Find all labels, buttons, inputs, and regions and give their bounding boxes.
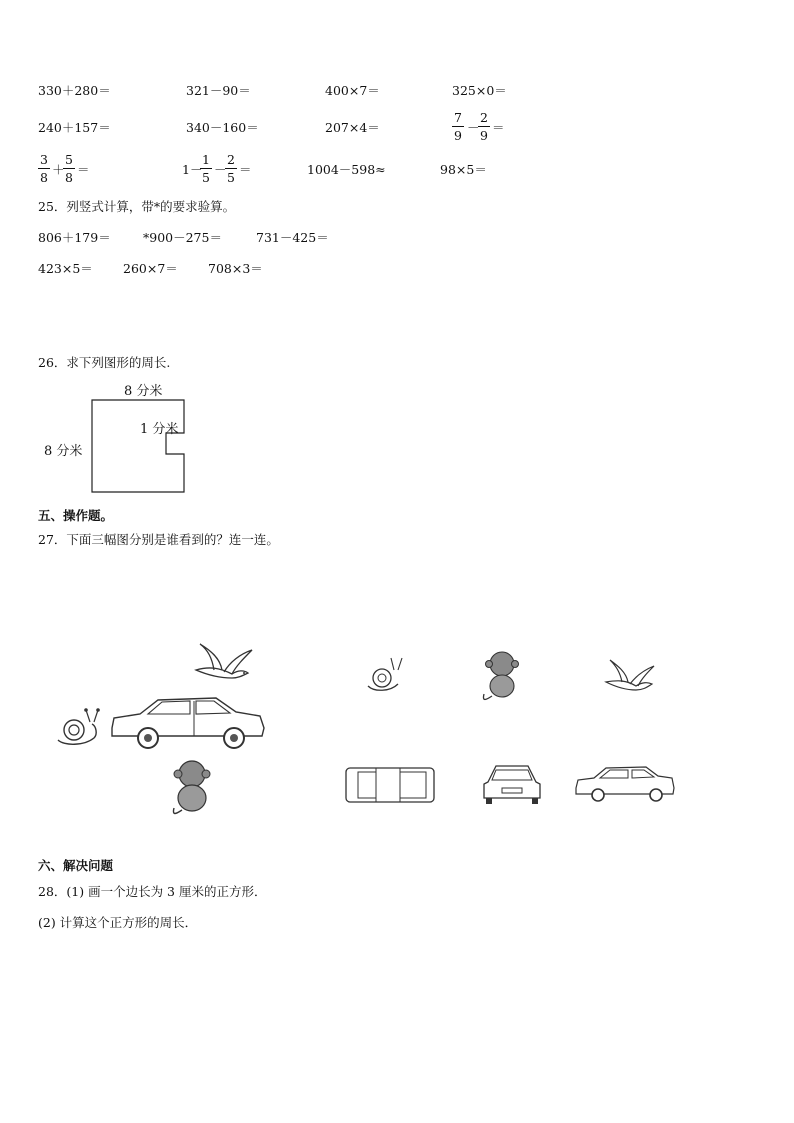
denominator: 5: [227, 170, 235, 185]
label-left-length: 8 分米: [44, 444, 83, 459]
equals: ＝: [239, 162, 252, 177]
question-27-title: 27．下面三幅图分别是谁看到的？连一连。: [38, 532, 279, 547]
snail-icon: [368, 658, 402, 690]
operator: 1－: [182, 162, 203, 177]
car-side-icon: [112, 698, 264, 748]
fraction: [63, 152, 75, 185]
calc-item: 240＋157＝: [38, 120, 111, 135]
fraction: [200, 152, 212, 185]
operator: －: [214, 162, 227, 177]
label-top-length: 8 分米: [124, 384, 163, 399]
calc-item: 806＋179＝: [38, 230, 111, 245]
denominator: 5: [202, 170, 210, 185]
fraction: [478, 110, 490, 143]
calc-item: *900－275＝: [143, 230, 222, 245]
calc-item: 260×7＝: [123, 261, 178, 276]
numerator: 3: [38, 152, 50, 169]
label-notch-length: 1 分米: [140, 422, 179, 437]
fraction: [452, 110, 464, 143]
calc-item: 207×4＝: [325, 120, 380, 135]
equals: ＝: [492, 120, 505, 135]
denominator: 8: [65, 170, 73, 185]
numerator: 2: [478, 110, 490, 127]
question-25-title: 25．列竖式计算，带*的要求验算。: [38, 199, 236, 214]
fraction: [38, 152, 50, 185]
car-front-view-icon: [484, 766, 540, 804]
calc-item: 731－425＝: [256, 230, 329, 245]
car-side-icon: [576, 767, 674, 801]
monkey-icon: [483, 652, 518, 700]
denominator: 8: [40, 170, 48, 185]
numerator: 2: [225, 152, 237, 169]
section-5-heading: 五、操作题。: [38, 508, 114, 523]
scene-illustration: [52, 636, 292, 826]
bird-icon: [196, 644, 252, 678]
calc-item: 340－160＝: [186, 120, 259, 135]
calc-item: 98×5＝: [440, 162, 487, 177]
numerator: 5: [63, 152, 75, 169]
denominator: 9: [454, 128, 462, 143]
snail-icon: [58, 708, 100, 744]
monkey-icon: [173, 761, 210, 814]
calc-item: 400×7＝: [325, 83, 380, 98]
denominator: 9: [480, 128, 488, 143]
car-top-view-icon: [346, 768, 434, 802]
fraction: [225, 152, 237, 185]
question-26-title: 26．求下列图形的周长.: [38, 355, 171, 370]
numerator: 7: [452, 110, 464, 127]
calc-item: 330＋280＝: [38, 83, 111, 98]
section-6-heading: 六、解决问题: [38, 858, 114, 873]
question-28-part-2: (2) 计算这个正方形的周长．: [38, 915, 198, 930]
calc-item: 1004－598≈: [307, 162, 386, 177]
calc-item: 321－90＝: [186, 83, 251, 98]
calc-item: 423×5＝: [38, 261, 93, 276]
bird-icon: [606, 660, 654, 690]
question-28-part-1: 28．(1) 画一个边长为 3 厘米的正方形．: [38, 884, 267, 899]
numerator: 1: [200, 152, 212, 169]
operator: －: [467, 120, 480, 135]
calc-item: 325×0＝: [452, 83, 507, 98]
operator: ＋: [52, 162, 65, 177]
view-options: [340, 650, 680, 810]
calc-item: 708×3＝: [208, 261, 263, 276]
equals: ＝: [77, 162, 90, 177]
